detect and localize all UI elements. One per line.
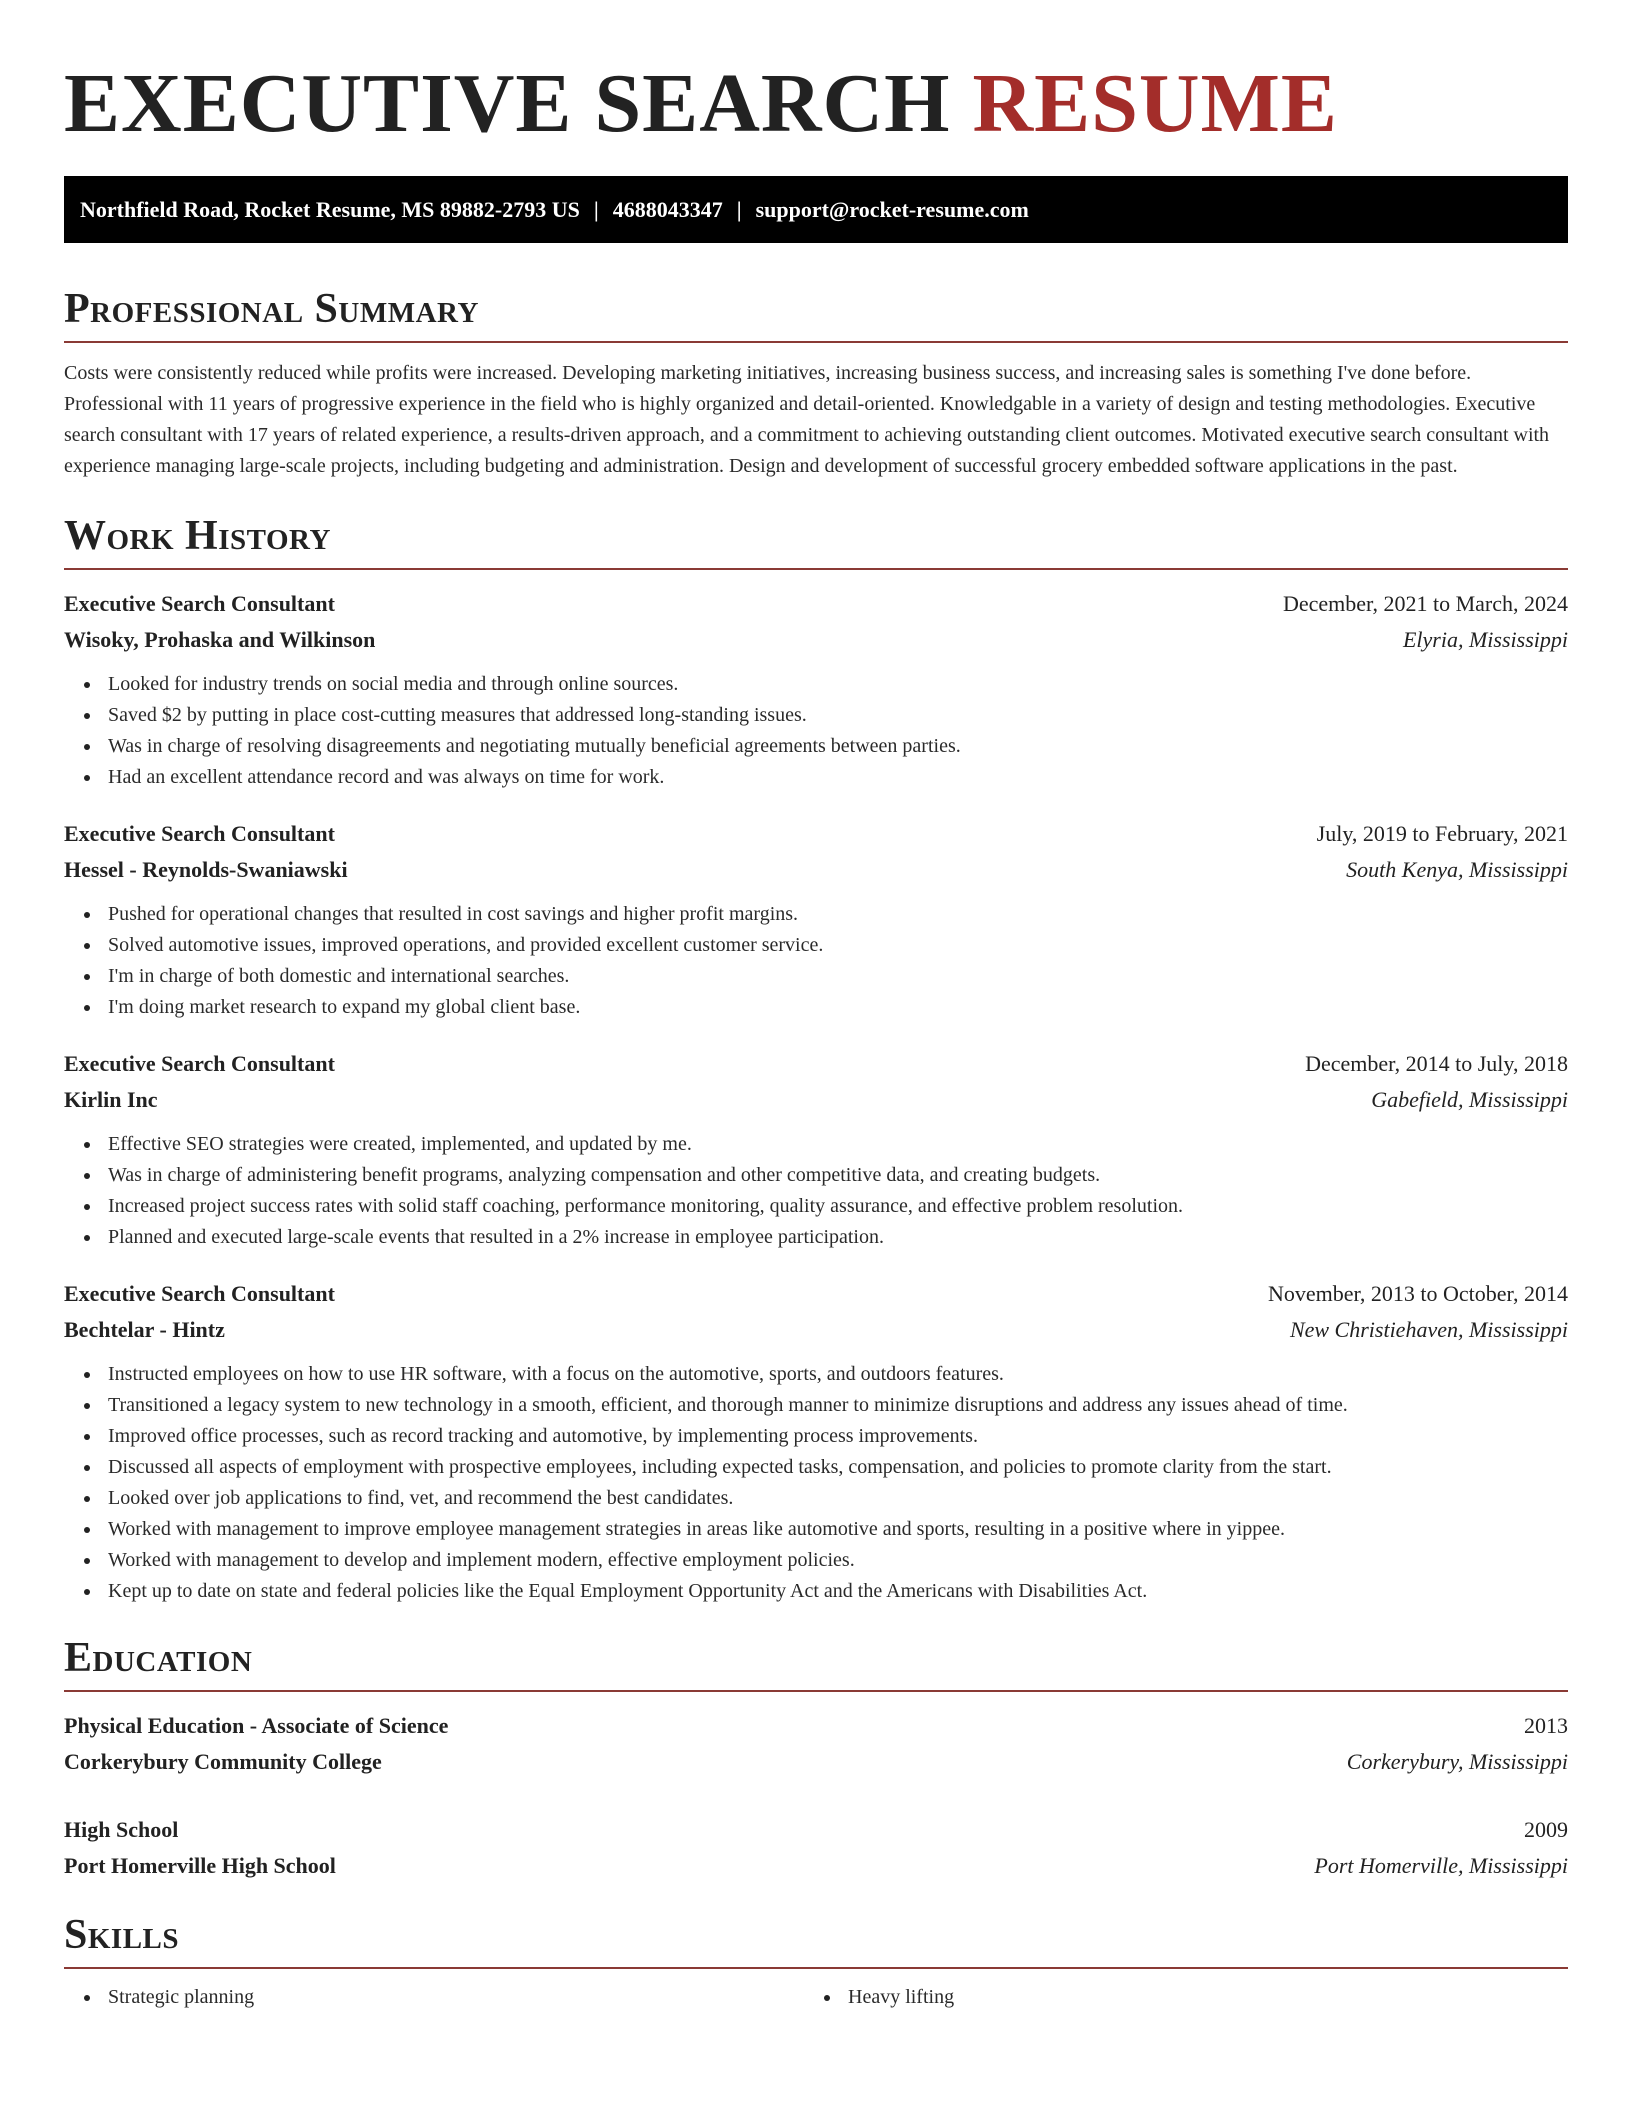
- job-company: Wisoky, Prohaska and Wilkinson: [64, 627, 376, 652]
- education-year: 2009: [1524, 1817, 1568, 1842]
- education-heading: Education: [64, 1634, 1568, 1692]
- job-entry: [64, 1276, 1568, 1607]
- job-bullet: Worked with management to improve employee management strategies in areas like automotive and sports, resulting in a positive where in yippee.: [108, 1514, 1568, 1545]
- job-title: Executive Search Consultant: [64, 1281, 335, 1306]
- summary-text: Costs were consistently reduced while profits were increased. Developing marketing initiatives, increasing business success, and increasing sales is something I've done before. Professional with 11 years of progressive experience in the field who is highly organized and detail-oriented. Knowledgable in a variety of design and testing methodologies. Executive search consultant with 17 years of related experience, a results-driven approach, and a commitment to achieving outstanding client outcomes. Motivated executive search consultant with experience managing large-scale projects, including budgeting and administration. Design and development of successful grocery embedded software applications in the past.: [64, 362, 1550, 477]
- resume-page: [64, 0, 1568, 2013]
- job-bullets: [64, 669, 1568, 793]
- job-bullet: I'm in charge of both domestic and international searches.: [108, 961, 1568, 992]
- job-bullets: [64, 1359, 1568, 1607]
- job-bullet: Solved automotive issues, improved operations, and provided excellent customer service.: [108, 930, 1568, 961]
- job-location: New Christiehaven, Mississippi: [1289, 1317, 1568, 1342]
- job-bullet: Pushed for operational changes that resulted in cost savings and higher profit margins.: [108, 899, 1568, 930]
- education-school: Corkerybury Community College: [64, 1749, 382, 1774]
- skill-item: Strategic planning: [108, 1982, 804, 2013]
- job-company: Hessel - Reynolds-Swaniawski: [64, 857, 348, 882]
- education-location: Port Homerville, Mississippi: [1314, 1853, 1568, 1878]
- skills-column-left: [64, 1982, 804, 2013]
- job-dates: December, 2021 to March, 2024: [1282, 591, 1568, 616]
- job-entry: [64, 1046, 1568, 1253]
- job-bullet: Was in charge of administering benefit programs, analyzing compensation and other competitive data, and creating budgets.: [108, 1160, 1568, 1191]
- job-location: South Kenya, Mississippi: [1346, 857, 1568, 882]
- job-dates: July, 2019 to February, 2021: [1316, 821, 1568, 846]
- contact-separator: |: [593, 197, 599, 222]
- job-title: Executive Search Consultant: [64, 821, 335, 846]
- skills-list: [64, 1982, 1568, 2013]
- job-bullet: Looked for industry trends on social media and through online sources.: [108, 669, 1568, 700]
- contact-phone: 4688043347: [612, 197, 723, 222]
- job-bullet: Transitioned a legacy system to new technology in a smooth, efficient, and thorough manner to minimize disruptions and address any issues ahead of time.: [108, 1390, 1568, 1421]
- job-bullet: I'm doing market research to expand my global client base.: [108, 992, 1568, 1023]
- job-bullet: Instructed employees on how to use HR software, with a focus on the automotive, sports, and outdoors features.: [108, 1359, 1568, 1390]
- job-bullets: [64, 1129, 1568, 1253]
- job-location: Elyria, Mississippi: [1402, 627, 1568, 652]
- job-entry: [64, 816, 1568, 1023]
- education-year: 2013: [1524, 1713, 1568, 1738]
- title-main: EXECUTIVE SEARCH: [64, 57, 951, 150]
- job-bullet: Worked with management to develop and implement modern, effective employment policies.: [108, 1545, 1568, 1576]
- education-degree: Physical Education - Associate of Science: [64, 1713, 449, 1738]
- job-dates: November, 2013 to October, 2014: [1267, 1281, 1568, 1306]
- job-company: Bechtelar - Hintz: [64, 1317, 225, 1342]
- job-bullet: Effective SEO strategies were created, implemented, and updated by me.: [108, 1129, 1568, 1160]
- job-company: Kirlin Inc: [64, 1087, 158, 1112]
- job-location: Gabefield, Mississippi: [1371, 1087, 1568, 1112]
- summary-heading: Professional Summary: [64, 285, 1568, 343]
- title-accent: RESUME: [972, 57, 1338, 150]
- job-entry: [64, 586, 1568, 793]
- education-location: Corkerybury, Mississippi: [1346, 1749, 1568, 1774]
- job-bullet: Improved office processes, such as record tracking and automotive, by implementing process improvements.: [108, 1421, 1568, 1452]
- job-title: Executive Search Consultant: [64, 591, 335, 616]
- contact-bar: [64, 176, 1568, 243]
- education-entry: [64, 1812, 1568, 1884]
- job-bullet: Planned and executed large-scale events that resulted in a 2% increase in employee participation.: [108, 1222, 1568, 1253]
- job-bullet: Discussed all aspects of employment with prospective employees, including expected tasks, compensation, and policies to promote clarity from the start.: [108, 1452, 1568, 1483]
- job-bullet: Increased project success rates with solid staff coaching, performance monitoring, quality assurance, and effective problem resolution.: [108, 1191, 1568, 1222]
- contact-separator: |: [736, 197, 742, 222]
- education-degree: High School: [64, 1817, 179, 1842]
- job-dates: December, 2014 to July, 2018: [1305, 1051, 1568, 1076]
- skill-item: Heavy lifting: [848, 1982, 1544, 2013]
- job-bullet: Had an excellent attendance record and was always on time for work.: [108, 762, 1568, 793]
- work-history-heading: Work History: [64, 512, 1568, 570]
- skills-column-right: [804, 1982, 1544, 2013]
- job-bullet: Kept up to date on state and federal policies like the Equal Employment Opportunity Act and the Americans with Disabilities Act.: [108, 1576, 1568, 1607]
- job-bullet: Was in charge of resolving disagreements and negotiating mutually beneficial agreements between parties.: [108, 731, 1568, 762]
- contact-address: Northfield Road, Rocket Resume, MS 89882-2793 US: [80, 197, 580, 222]
- education-entry: [64, 1708, 1568, 1780]
- job-title: Executive Search Consultant: [64, 1051, 335, 1076]
- contact-email: support@rocket-resume.com: [755, 197, 1029, 222]
- skills-heading: Skills: [64, 1911, 1568, 1969]
- resume-title: [64, 58, 1568, 150]
- education-school: Port Homerville High School: [64, 1853, 336, 1878]
- job-bullets: [64, 899, 1568, 1023]
- job-bullet: Saved $2 by putting in place cost-cutting measures that addressed long-standing issues.: [108, 700, 1568, 731]
- job-bullet: Looked over job applications to find, vet, and recommend the best candidates.: [108, 1483, 1568, 1514]
